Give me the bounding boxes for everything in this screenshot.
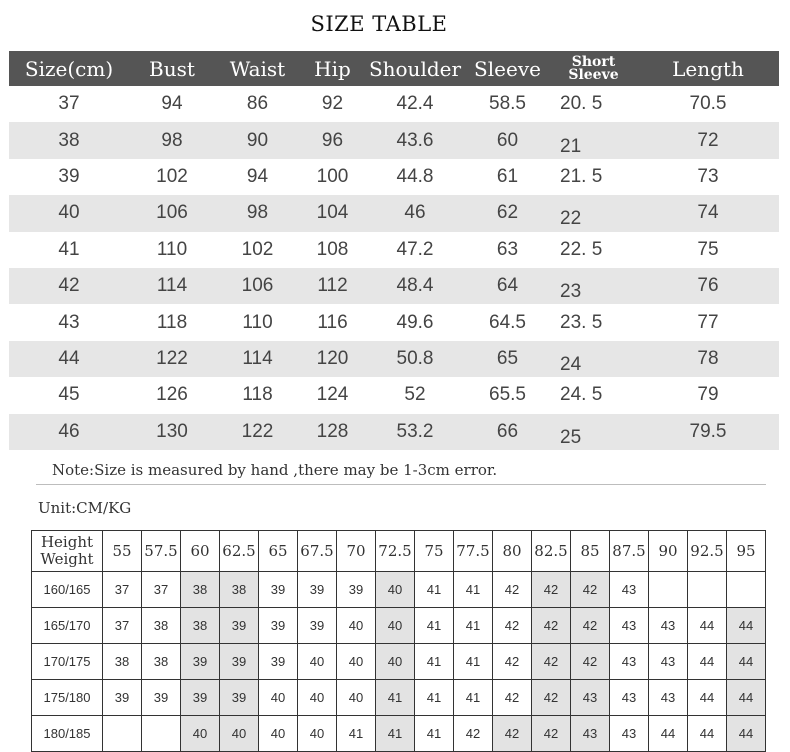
size-cell: 41 bbox=[454, 644, 493, 680]
cell-sleeve: 65 bbox=[496, 347, 519, 369]
size-table-row bbox=[9, 159, 779, 195]
height-label: 170/175 bbox=[32, 644, 103, 680]
cell-hip: 108 bbox=[316, 238, 349, 260]
size-cell: 42 bbox=[532, 608, 571, 644]
size-cell: 43 bbox=[649, 680, 688, 716]
cell-shoulder: 48.4 bbox=[396, 275, 434, 297]
cell-short-sleeve: 24 bbox=[560, 353, 582, 375]
cell-short-sleeve: 23 bbox=[560, 281, 582, 303]
weight-header: 60 bbox=[181, 531, 220, 572]
weight-header: 87.5 bbox=[610, 531, 649, 572]
table-row bbox=[32, 680, 766, 716]
header-length: Length bbox=[672, 56, 744, 81]
cell-length: 79.5 bbox=[689, 420, 727, 442]
cell-length: 75 bbox=[697, 238, 719, 260]
cell-length: 77 bbox=[697, 311, 719, 333]
cell-size: 38 bbox=[58, 129, 80, 151]
cell-hip: 96 bbox=[321, 129, 344, 151]
cell-length: 73 bbox=[697, 165, 719, 187]
cell-size: 44 bbox=[58, 347, 80, 369]
cell-size: 41 bbox=[58, 238, 80, 260]
cell-sleeve: 66 bbox=[496, 420, 519, 442]
size-cell: 44 bbox=[688, 680, 727, 716]
cell-sleeve: 64.5 bbox=[489, 311, 526, 333]
size-cell: 41 bbox=[337, 716, 376, 752]
weight-header: 90 bbox=[649, 531, 688, 572]
cell-short-sleeve: 22. 5 bbox=[560, 238, 603, 260]
cell-short-sleeve: 24. 5 bbox=[560, 384, 603, 406]
height-weight-corner bbox=[32, 531, 103, 572]
size-cell: 42 bbox=[493, 680, 532, 716]
cell-size: 43 bbox=[58, 311, 80, 333]
size-cell: 38 bbox=[181, 572, 220, 608]
cell-sleeve: 62 bbox=[496, 202, 519, 224]
size-cell: 43 bbox=[571, 680, 610, 716]
cell-size: 39 bbox=[58, 165, 80, 187]
size-cell: 44 bbox=[688, 716, 727, 752]
size-cell: 43 bbox=[649, 644, 688, 680]
size-cell: 42 bbox=[454, 716, 493, 752]
cell-waist: 102 bbox=[241, 238, 274, 260]
size-cell: 41 bbox=[376, 680, 415, 716]
size-cell: 39 bbox=[181, 680, 220, 716]
size-cell: 41 bbox=[376, 716, 415, 752]
cell-short-sleeve: 20. 5 bbox=[560, 93, 603, 115]
table-row bbox=[32, 572, 766, 608]
size-table-row bbox=[9, 414, 779, 450]
size-cell: 41 bbox=[454, 680, 493, 716]
size-cell: 43 bbox=[610, 716, 649, 752]
size-cell: 39 bbox=[259, 608, 298, 644]
weight-header: 72.5 bbox=[376, 531, 415, 572]
size-cell: 39 bbox=[298, 608, 337, 644]
size-cell bbox=[649, 572, 688, 608]
size-cell: 43 bbox=[571, 716, 610, 752]
size-cell: 42 bbox=[493, 644, 532, 680]
cell-waist: 110 bbox=[242, 311, 273, 333]
cell-length: 78 bbox=[697, 347, 719, 369]
size-cell: 39 bbox=[259, 644, 298, 680]
size-cell: 42 bbox=[532, 572, 571, 608]
size-cell: 40 bbox=[259, 716, 298, 752]
size-cell: 37 bbox=[142, 572, 181, 608]
size-table-row bbox=[9, 304, 779, 340]
weight-header: 55 bbox=[103, 531, 142, 572]
weight-header: 57.5 bbox=[142, 531, 181, 572]
weight-header: 75 bbox=[415, 531, 454, 572]
cell-bust: 94 bbox=[161, 93, 183, 115]
cell-length: 76 bbox=[697, 275, 719, 297]
size-cell: 39 bbox=[220, 680, 259, 716]
cell-bust: 114 bbox=[156, 275, 188, 297]
cell-waist: 122 bbox=[241, 420, 274, 442]
size-cell bbox=[688, 572, 727, 608]
weight-table bbox=[31, 530, 766, 752]
cell-sleeve: 61 bbox=[496, 165, 519, 187]
cell-bust: 130 bbox=[156, 420, 188, 442]
size-cell: 43 bbox=[610, 572, 649, 608]
size-cell: 39 bbox=[220, 608, 259, 644]
size-cell: 41 bbox=[415, 608, 454, 644]
cell-bust: 122 bbox=[156, 347, 188, 369]
page-title: SIZE TABLE bbox=[310, 12, 448, 36]
cell-shoulder: 52 bbox=[404, 384, 426, 406]
size-cell: 41 bbox=[454, 608, 493, 644]
size-cell: 38 bbox=[220, 572, 259, 608]
cell-bust: 98 bbox=[161, 129, 183, 151]
size-cell: 41 bbox=[415, 644, 454, 680]
cell-shoulder: 47.2 bbox=[396, 238, 434, 260]
cell-shoulder: 53.2 bbox=[396, 420, 434, 442]
size-cell: 40 bbox=[259, 680, 298, 716]
size-cell: 41 bbox=[454, 572, 493, 608]
cell-hip: 92 bbox=[321, 93, 344, 115]
cell-hip: 116 bbox=[317, 311, 348, 333]
divider bbox=[36, 484, 766, 485]
weight-header: 62.5 bbox=[220, 531, 259, 572]
cell-bust: 102 bbox=[156, 165, 188, 187]
cell-waist: 106 bbox=[241, 275, 274, 297]
weight-header: 95 bbox=[727, 531, 766, 572]
cell-waist: 94 bbox=[246, 165, 269, 187]
size-cell: 40 bbox=[220, 716, 259, 752]
corner-height-label: Height bbox=[40, 533, 94, 551]
size-table-row bbox=[9, 341, 779, 377]
cell-shoulder: 46 bbox=[404, 202, 426, 224]
table-row bbox=[32, 716, 766, 752]
cell-waist: 90 bbox=[246, 129, 269, 151]
size-cell: 37 bbox=[103, 572, 142, 608]
size-cell: 43 bbox=[610, 644, 649, 680]
size-cell bbox=[103, 716, 142, 752]
size-cell: 38 bbox=[142, 608, 181, 644]
cell-shoulder: 44.8 bbox=[396, 165, 434, 187]
size-table-header bbox=[9, 51, 779, 86]
header-bust: Bust bbox=[149, 56, 195, 81]
cell-sleeve: 64 bbox=[496, 275, 519, 297]
size-cell: 44 bbox=[727, 716, 766, 752]
size-cell: 40 bbox=[337, 644, 376, 680]
size-cell: 39 bbox=[181, 644, 220, 680]
size-cell: 42 bbox=[571, 572, 610, 608]
size-cell: 40 bbox=[181, 716, 220, 752]
size-cell: 44 bbox=[688, 644, 727, 680]
cell-size: 37 bbox=[58, 93, 80, 115]
size-cell bbox=[142, 716, 181, 752]
measurement-note: Note:Size is measured by hand ,there may be 1-3cm error. bbox=[52, 461, 498, 479]
weight-table-header bbox=[32, 531, 766, 572]
weight-header: 82.5 bbox=[532, 531, 571, 572]
size-cell: 42 bbox=[493, 716, 532, 752]
size-cell: 40 bbox=[376, 608, 415, 644]
cell-hip: 124 bbox=[316, 384, 349, 406]
cell-short-sleeve: 21. 5 bbox=[560, 165, 603, 187]
cell-bust: 126 bbox=[156, 384, 188, 406]
cell-size: 45 bbox=[58, 384, 80, 406]
header-sleeve: Sleeve bbox=[474, 56, 541, 81]
size-cell: 41 bbox=[415, 680, 454, 716]
size-table-row bbox=[9, 377, 779, 413]
cell-shoulder: 49.6 bbox=[396, 311, 434, 333]
cell-short-sleeve: 23. 5 bbox=[560, 311, 603, 333]
cell-hip: 104 bbox=[316, 202, 349, 224]
unit-label: Unit:CM/KG bbox=[38, 499, 132, 517]
size-cell: 40 bbox=[298, 680, 337, 716]
size-table-row bbox=[9, 232, 779, 268]
size-cell: 44 bbox=[727, 644, 766, 680]
cell-waist: 98 bbox=[246, 202, 269, 224]
size-table-row bbox=[9, 268, 779, 304]
cell-length: 70.5 bbox=[689, 93, 727, 115]
size-cell: 39 bbox=[259, 572, 298, 608]
size-table-row bbox=[9, 195, 779, 231]
size-cell: 42 bbox=[571, 608, 610, 644]
weight-header: 85 bbox=[571, 531, 610, 572]
size-cell: 44 bbox=[688, 608, 727, 644]
size-cell: 38 bbox=[142, 644, 181, 680]
header-waist: Waist bbox=[229, 56, 286, 81]
weight-header: 80 bbox=[493, 531, 532, 572]
size-cell: 42 bbox=[532, 644, 571, 680]
size-cell: 43 bbox=[610, 680, 649, 716]
cell-size: 40 bbox=[58, 202, 80, 224]
cell-short-sleeve: 22 bbox=[560, 208, 582, 230]
size-cell: 44 bbox=[649, 716, 688, 752]
size-cell: 42 bbox=[493, 572, 532, 608]
size-cell: 38 bbox=[103, 644, 142, 680]
height-label: 180/185 bbox=[32, 716, 103, 752]
cell-bust: 106 bbox=[156, 202, 188, 224]
size-cell: 39 bbox=[142, 680, 181, 716]
size-cell: 40 bbox=[376, 644, 415, 680]
cell-shoulder: 50.8 bbox=[396, 347, 434, 369]
cell-length: 79 bbox=[697, 384, 719, 406]
cell-hip: 128 bbox=[316, 420, 349, 442]
size-cell: 38 bbox=[181, 608, 220, 644]
size-table bbox=[9, 51, 779, 450]
size-cell: 39 bbox=[220, 644, 259, 680]
cell-waist: 114 bbox=[242, 347, 273, 369]
size-cell: 43 bbox=[649, 608, 688, 644]
cell-shoulder: 42.4 bbox=[396, 93, 434, 115]
cell-short-sleeve: 21 bbox=[560, 135, 582, 157]
cell-waist: 118 bbox=[242, 384, 273, 406]
header-hip: Hip bbox=[314, 56, 351, 81]
size-cell: 40 bbox=[298, 716, 337, 752]
size-cell: 39 bbox=[298, 572, 337, 608]
cell-size: 46 bbox=[58, 420, 80, 442]
height-label: 175/180 bbox=[32, 680, 103, 716]
weight-header: 77.5 bbox=[454, 531, 493, 572]
height-label: 160/165 bbox=[32, 572, 103, 608]
cell-bust: 118 bbox=[156, 311, 188, 333]
cell-bust: 110 bbox=[156, 238, 188, 260]
cell-sleeve: 58.5 bbox=[489, 93, 526, 115]
table-row bbox=[32, 608, 766, 644]
size-table-row bbox=[9, 86, 779, 122]
cell-sleeve: 65.5 bbox=[489, 384, 526, 406]
cell-size: 42 bbox=[58, 275, 80, 297]
cell-hip: 100 bbox=[316, 165, 349, 187]
size-cell: 42 bbox=[532, 716, 571, 752]
size-cell: 40 bbox=[376, 572, 415, 608]
size-cell: 39 bbox=[337, 572, 376, 608]
size-cell: 40 bbox=[337, 608, 376, 644]
header-size: Size(cm) bbox=[24, 56, 114, 81]
size-cell: 42 bbox=[532, 680, 571, 716]
height-label: 165/170 bbox=[32, 608, 103, 644]
size-table-row bbox=[9, 122, 779, 158]
weight-header: 67.5 bbox=[298, 531, 337, 572]
header-shoulder: Shoulder bbox=[368, 56, 462, 81]
size-cell: 42 bbox=[571, 644, 610, 680]
size-cell: 41 bbox=[415, 572, 454, 608]
weight-header: 65 bbox=[259, 531, 298, 572]
cell-hip: 112 bbox=[317, 275, 348, 297]
cell-shoulder: 43.6 bbox=[396, 129, 434, 151]
cell-sleeve: 63 bbox=[496, 238, 519, 260]
size-cell bbox=[727, 572, 766, 608]
size-cell: 39 bbox=[103, 680, 142, 716]
cell-length: 74 bbox=[697, 202, 719, 224]
weight-header: 70 bbox=[337, 531, 376, 572]
table-row bbox=[32, 644, 766, 680]
corner-weight-label: Weight bbox=[40, 550, 94, 568]
header-short-sleeve: Short Sleeve bbox=[568, 53, 619, 83]
size-cell: 37 bbox=[103, 608, 142, 644]
size-cell: 40 bbox=[337, 680, 376, 716]
weight-header: 92.5 bbox=[688, 531, 727, 572]
cell-short-sleeve: 25 bbox=[560, 426, 582, 448]
size-cell: 44 bbox=[727, 680, 766, 716]
size-cell: 41 bbox=[415, 716, 454, 752]
size-cell: 44 bbox=[727, 608, 766, 644]
size-cell: 43 bbox=[610, 608, 649, 644]
cell-hip: 120 bbox=[316, 347, 349, 369]
cell-waist: 86 bbox=[246, 93, 269, 115]
size-cell: 42 bbox=[493, 608, 532, 644]
size-cell: 40 bbox=[298, 644, 337, 680]
cell-length: 72 bbox=[697, 129, 719, 151]
cell-sleeve: 60 bbox=[496, 129, 519, 151]
